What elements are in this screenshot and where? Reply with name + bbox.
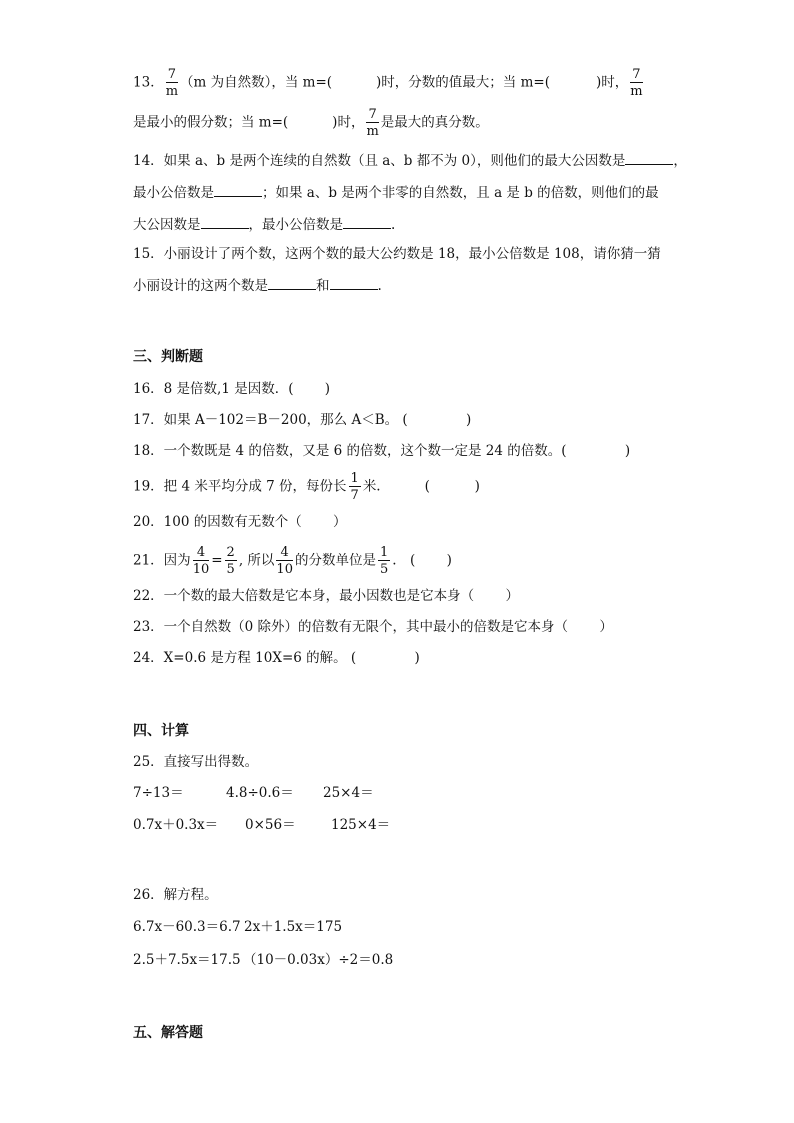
fraction-1-over-7: $\frac{1}{7}$ <box>350 471 359 503</box>
q13-text-5: )时， <box>332 114 365 131</box>
q13-line1: 13． $\frac{7}{m}$ （m 为自然数），当 m=( )时，分数的值最大；当 m=( )时， $\frac{7}{m}$ <box>133 67 643 99</box>
q13-text-2: )时，分数的值最大；当 m=( <box>376 74 550 91</box>
fraction-7-over-m: $\frac{7}{m}$ <box>630 67 643 99</box>
fraction-7-over-m: $\frac{7}{m}$ <box>366 107 379 139</box>
answer-blank[interactable] <box>330 275 378 290</box>
q14-line1 <box>133 150 687 171</box>
q14-text-3b: ，最小公倍数是 <box>248 217 343 233</box>
q26-row1 <box>133 917 342 937</box>
q13-text-4: 是最小的假分数；当 m=( <box>133 114 289 131</box>
q14-text-1-end: ， <box>673 153 687 169</box>
q25-item: 25×4＝ <box>323 785 374 801</box>
answer-blank[interactable] <box>625 150 673 165</box>
q26-row2 <box>133 950 393 970</box>
q14-text-3a: 大公因数是 <box>133 217 201 233</box>
q21 <box>133 546 452 576</box>
q19-text-a: 19．把 4 米平均分成 7 份，每份长 <box>133 478 347 495</box>
q14-text-1: 14．如果 a、b 是两个连续的自然数（且 a、b 都不为 0），则他们的最大公因数是 <box>133 153 626 169</box>
q19-text-b: 米. <box>362 478 381 495</box>
q14-text-2b: ；如果 a、b 是两个非零的自然数，且 a 是 b 的倍数，则他们的最 <box>262 185 659 201</box>
q25-row2 <box>133 815 390 835</box>
q17: 17．如果 A－102＝B－200，那么 A＜B。 ( ) <box>133 412 472 428</box>
q14-line3 <box>133 214 395 235</box>
q15-text-2a: 小丽设计的这两个数是 <box>133 278 268 294</box>
q25-item: 125×4＝ <box>331 817 391 833</box>
q21-equals: = <box>211 552 223 569</box>
q16: 16．8 是倍数,1 是因数．( ) <box>133 381 331 397</box>
q21-text-c: 的分数单位是 <box>294 552 376 569</box>
fraction-4-over-10: $\frac{4}{10}$ <box>192 545 210 577</box>
q15-text-1: 15．小丽设计了两个数，这两个数的最大公约数是 18，最小公倍数是 108，请你猜一猜 <box>133 246 661 262</box>
fraction-4-over-10: $\frac{4}{10}$ <box>276 545 293 577</box>
q13-text-6: 是最大的真分数。 <box>380 114 489 131</box>
q13-text-1: （m 为自然数），当 m=( <box>180 74 333 91</box>
fraction-7-over-m: $\frac{7}{m}$ <box>165 67 179 99</box>
q25-item: 0.7x＋0.3x＝ <box>133 817 219 833</box>
section-heading-calculation: 四、计算 <box>133 723 189 739</box>
q20: 20．100 的因数有无数个（ ） <box>133 514 347 530</box>
q19 <box>133 472 480 502</box>
q26-equation: （10－0.03x）÷2＝0.8 <box>243 952 394 968</box>
answer-blank[interactable] <box>268 275 316 290</box>
q19-answer-paren: ( ) <box>424 478 480 495</box>
q26-title: 26．解方程。 <box>133 887 218 903</box>
q26-equation: 2.5＋7.5x＝17.5 <box>133 952 241 968</box>
q14-line2 <box>133 182 659 203</box>
q21-text-a: 21．因为 <box>133 552 191 569</box>
q14-text-3c: . <box>391 217 396 233</box>
q13-text-3: )时， <box>595 74 629 91</box>
answer-blank[interactable] <box>343 214 391 229</box>
q21-text-b: , 所以 <box>238 552 275 569</box>
q13-number: 13 <box>133 74 151 91</box>
q24: 24．X=0.6 是方程 10X=6 的解。 ( ) <box>133 650 420 666</box>
q23: 23．一个自然数（0 除外）的倍数有无限个，其中最小的倍数是它本身（ ） <box>133 619 613 635</box>
fraction-2-over-5: $\frac{2}{5}$ <box>226 545 235 577</box>
q15-line1 <box>133 244 661 264</box>
q21-text-d: . ( ) <box>392 552 452 569</box>
answer-blank[interactable] <box>214 182 262 197</box>
q14-text-2a: 最小公倍数是 <box>133 185 214 201</box>
fraction-1-over-5: $\frac{1}{5}$ <box>379 545 389 577</box>
q15-line2 <box>133 275 382 296</box>
answer-blank[interactable] <box>201 214 249 229</box>
section-heading-word-problems: 五、解答题 <box>133 1025 203 1041</box>
q25-row1 <box>133 783 374 803</box>
q26-equation: 2x＋1.5x＝175 <box>244 919 343 935</box>
q26-equation: 6.7x－60.3＝6.7 <box>133 919 241 935</box>
q25-item: 4.8÷0.6＝ <box>226 785 294 801</box>
q25-title: 25．直接写出得数。 <box>133 754 259 770</box>
q15-text-2b: 和 <box>316 278 330 294</box>
q25-item: 0×56＝ <box>245 817 296 833</box>
q22: 22．一个数的最大倍数是它本身，最小因数也是它本身（ ） <box>133 588 519 604</box>
q18: 18．一个数既是 4 的倍数，又是 6 的倍数，这个数一定是 24 的倍数。( ) <box>133 443 631 459</box>
q15-text-2c: . <box>377 278 382 294</box>
section-heading-judgment: 三、判断题 <box>133 349 203 365</box>
q13-line2 <box>133 108 489 138</box>
q25-item: 7÷13＝ <box>133 785 184 801</box>
